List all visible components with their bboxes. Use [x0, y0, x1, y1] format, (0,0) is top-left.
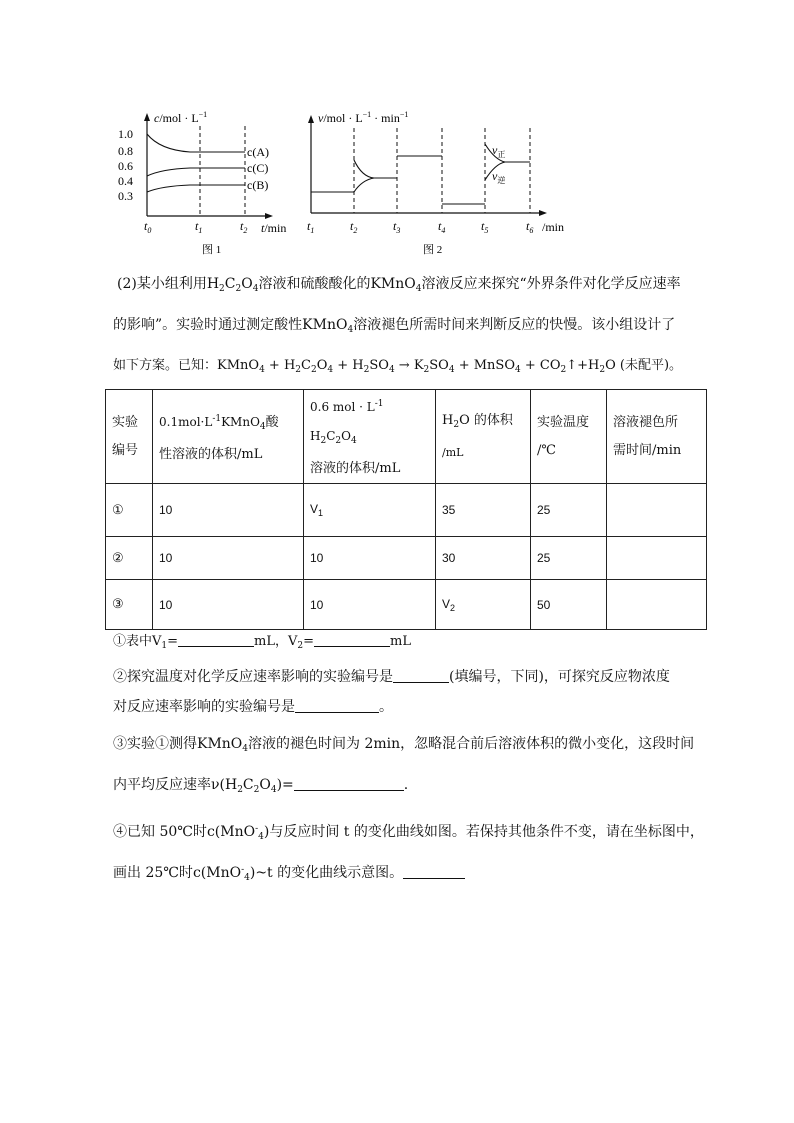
- fig1-label-c: c(C): [247, 161, 269, 175]
- fig2-xtick: $t_1$: [307, 219, 315, 235]
- cell-h2c2o4: 10: [304, 580, 436, 630]
- answer-blank-v1[interactable]: [178, 632, 254, 647]
- fig2-x-unit: /min: [542, 220, 565, 234]
- figure-2: [300, 100, 590, 260]
- header-experiment-no: 实验 编号: [106, 390, 153, 484]
- question-2-line-1: ②探究温度对化学反应速率影响的实验编号是 (填编号，下同)，可探究反应物浓度: [113, 669, 670, 685]
- question-4-line-2: 画出 25℃时c(MnO-$_4$)~t 的变化曲线示意图。: [113, 860, 465, 888]
- question-1: ①表中$V_1=$ mL，$V_2=$ mL: [113, 634, 411, 651]
- intro-line-1: (2)某小组利用$H_2C_2O_4$溶液和硫酸酸化的KMnO$_4$溶液反应来探究“外界条件对化学反应速率: [117, 276, 681, 294]
- fig1-y-arrow: [144, 113, 150, 121]
- fig1-ytick: 0.6: [118, 159, 133, 173]
- cell-no: ③: [106, 580, 153, 630]
- header-kmno4-volume: $0.1mol\cdot L^{-1}KMnO_4$酸 性溶液的体积/mL: [153, 390, 304, 484]
- fig1-label-b: c(B): [247, 178, 269, 192]
- cell-h2o: 35: [436, 484, 531, 537]
- fig2-segment-2-forward: [354, 160, 397, 178]
- cell-time[interactable]: [607, 580, 707, 630]
- fig1-curve-c: [147, 168, 245, 176]
- cell-kmno4: 10: [153, 580, 304, 630]
- fig2-xtick: $t_6$: [526, 219, 534, 235]
- fig2-y-axis-label: $v/mol \cdot L^{-1} \cdot \min^{-1}$: [318, 110, 409, 125]
- fig1-x-unit: t/min: [261, 221, 287, 235]
- fig1-y-axis-label: $c/mol \cdot L^{-1}$: [154, 110, 208, 125]
- fig1-xtick-t0: $t_0$: [144, 219, 152, 235]
- fig2-v-forward-label: $v_正$: [492, 143, 506, 159]
- answer-blank-rate[interactable]: [294, 776, 404, 791]
- fig1-curve-b: [147, 185, 245, 192]
- header-h2o-volume: $H_2O$ 的体积 /mL: [436, 390, 531, 484]
- answer-blank-conc-exp[interactable]: [295, 698, 379, 713]
- intro-line-3-equation: 如下方案。已知：KMnO$_4$ + $H_2C_2O_4 + H_2SO_4 \to K_2SO_4$ + MnSO$_4$ + $CO_2↑+H_2O$ (未配平)。: [113, 358, 683, 375]
- table-row: [106, 484, 707, 537]
- intro-line-2: 的影响”。实验时通过测定酸性KMnO$_4$溶液褪色所需时间来判断反应的快慢。该小组设计了: [113, 317, 676, 335]
- header-fade-time: 溶液褪色所 需时间/min: [607, 390, 707, 484]
- cell-time[interactable]: [607, 537, 707, 580]
- table-row: [106, 580, 707, 630]
- fig2-xtick: $t_5$: [481, 219, 489, 235]
- fig2-y-arrow: [308, 115, 314, 123]
- fig1-label-a: c(A): [247, 145, 269, 159]
- cell-kmno4: 10: [153, 484, 304, 537]
- cell-no: ②: [106, 537, 153, 580]
- fig2-segment-2-reverse: [354, 178, 374, 192]
- fig1-ytick: 0.8: [118, 144, 133, 158]
- cell-temp: 25: [531, 537, 607, 580]
- fig1-xtick-t2: $t_2$: [240, 219, 248, 235]
- answer-blank-v2[interactable]: [314, 632, 390, 647]
- fig2-xtick: $t_2$: [350, 219, 358, 235]
- answer-blank-temp-exp[interactable]: [393, 668, 449, 683]
- cell-no: ①: [106, 484, 153, 537]
- cell-h2o: 30: [436, 537, 531, 580]
- header-temperature: 实验温度 /℃: [531, 390, 607, 484]
- cell-kmno4: 10: [153, 537, 304, 580]
- fig1-caption: 图 1: [202, 244, 222, 256]
- cell-temp: 25: [531, 484, 607, 537]
- fig1-xtick-t1: $t_1$: [195, 219, 203, 235]
- question-3-line-1: ③实验①测得KMnO$_4$溶液的褪色时间为 2min，忽略混合前后溶液体积的微小变化，这段时间: [113, 736, 695, 754]
- fig1-ytick: 0.3: [118, 189, 133, 203]
- figure-1: [110, 100, 300, 260]
- cell-h2o: $V_2$: [436, 580, 531, 630]
- question-4-line-1: ④已知 50℃时c(MnO-$_4$)与反应时间 t 的变化曲线如图。若保持其他条件不变，请在坐标图中，: [113, 824, 704, 842]
- fig2-xtick: $t_4$: [438, 219, 446, 235]
- question-3-line-2: 内平均反应速率$\nu(H_2C_2O_4)=$ .: [113, 777, 409, 795]
- header-h2c2o4-volume: 0.6 mol · $L^{-1}$ $H_2C_2O_4$ 溶液的体积/mL: [304, 390, 436, 484]
- fig2-xtick: $t_3$: [393, 219, 401, 235]
- table-row: [106, 537, 707, 580]
- fig1-curve-a: [147, 134, 245, 152]
- cell-time[interactable]: [607, 484, 707, 537]
- fig2-caption: 图 2: [423, 244, 443, 256]
- fig2-x-arrow: [539, 210, 547, 216]
- cell-h2c2o4: 10: [304, 537, 436, 580]
- table-header-row: [106, 390, 707, 484]
- cell-temp: 50: [531, 580, 607, 630]
- question-2-line-2: 对反应速率影响的实验编号是 。: [113, 699, 393, 715]
- fig1-ytick: 1.0: [118, 127, 133, 141]
- cell-h2c2o4: $V_1$: [304, 484, 436, 537]
- answer-blank-sketch[interactable]: [403, 864, 465, 879]
- experiment-table: [105, 389, 707, 630]
- fig1-x-arrow: [265, 213, 273, 219]
- fig1-ytick: 0.4: [118, 174, 133, 188]
- fig2-v-reverse-label: $v_逆$: [492, 169, 506, 185]
